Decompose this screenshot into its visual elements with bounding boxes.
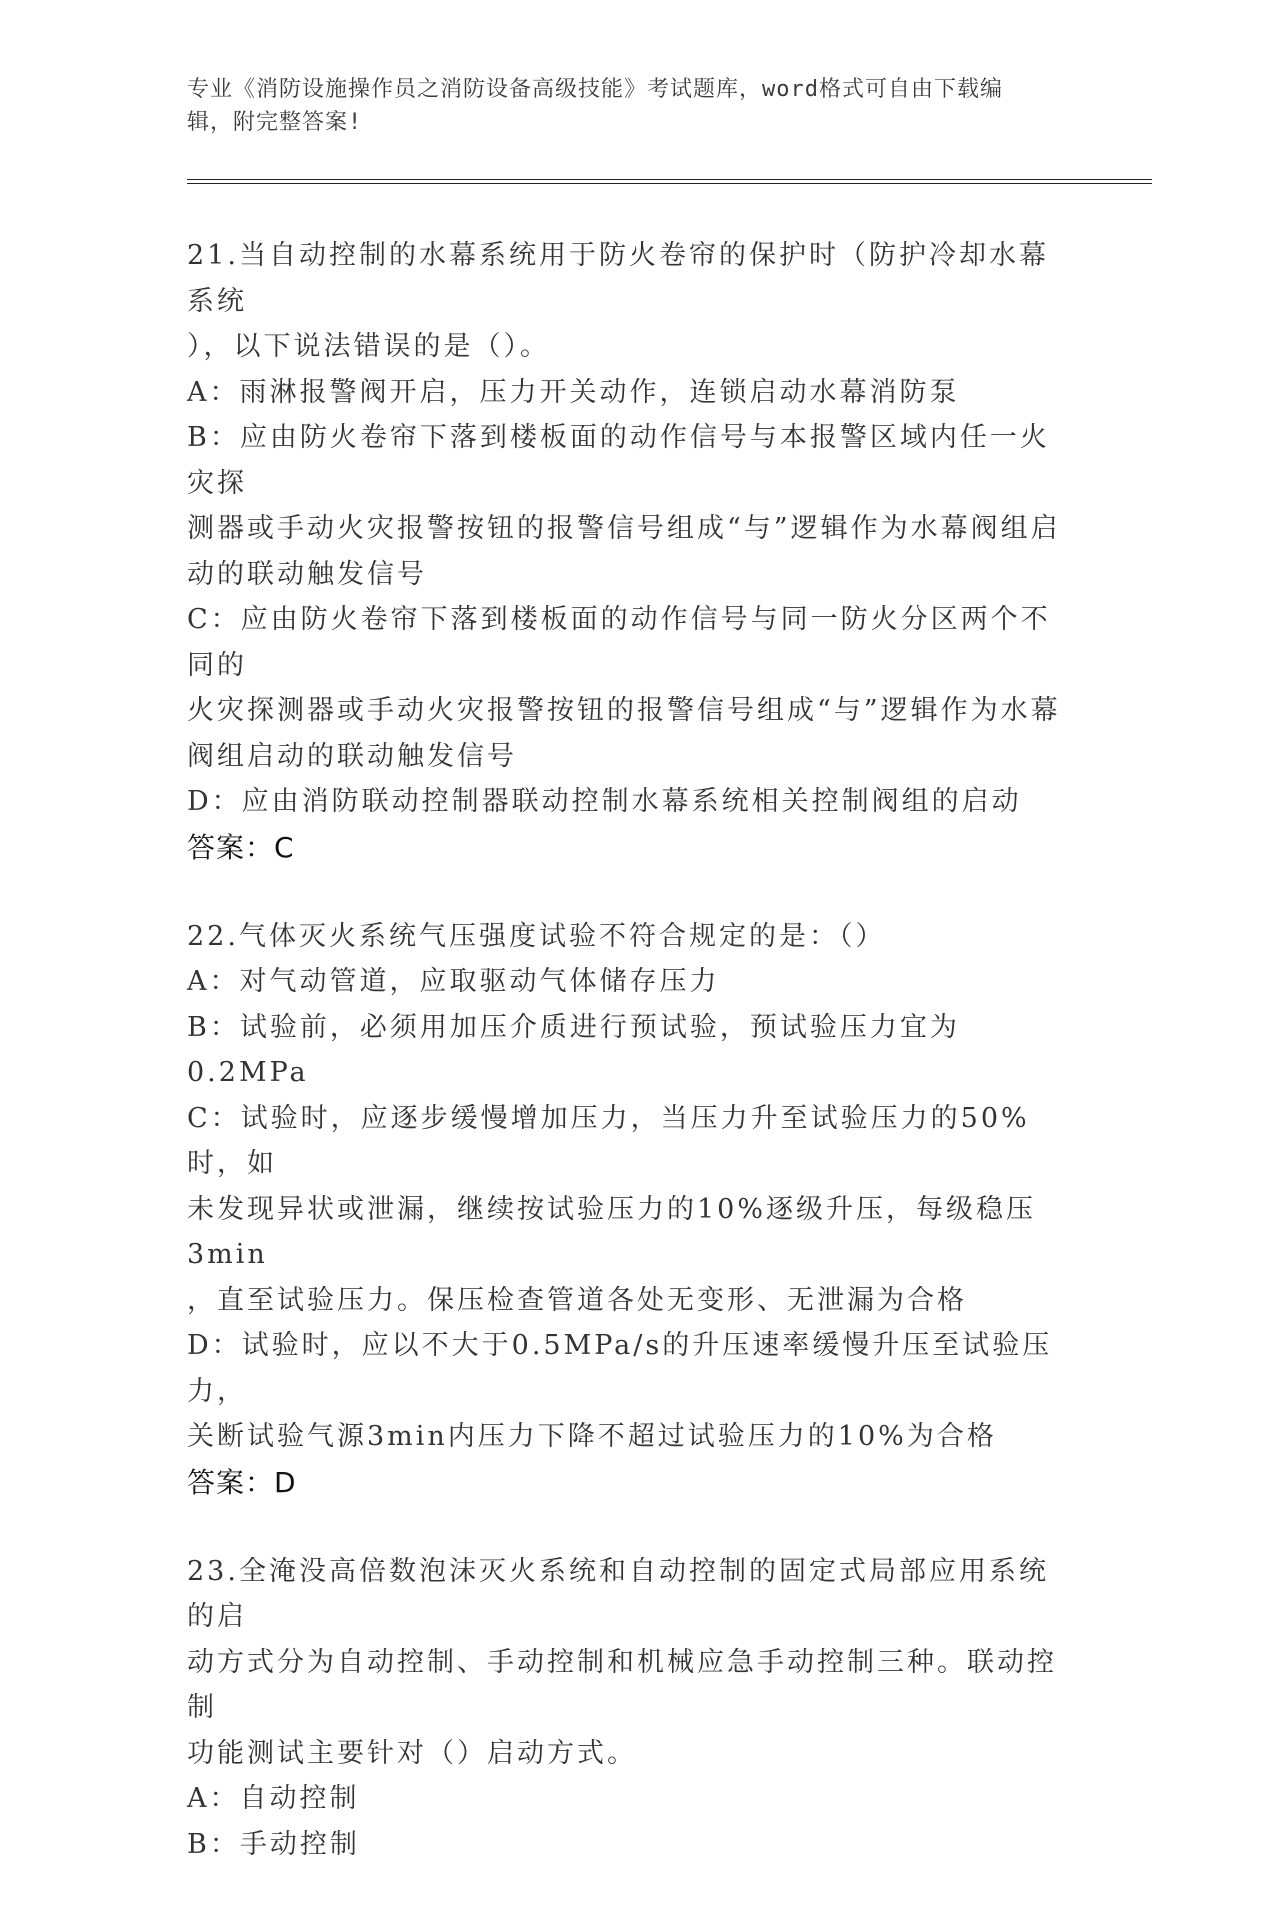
answer-key: 答案：C xyxy=(187,830,295,864)
answer-option-line: 阀组启动的联动触发信号 xyxy=(187,740,517,772)
answer-option xyxy=(187,1096,1077,1324)
header-line-1: 专业《消防设施操作员之消防设备高级技能》考试题库，word格式可自由下载编 xyxy=(187,77,1003,102)
answer-key: 答案：D xyxy=(187,1465,297,1499)
answer-option-line: A：雨淋报警阀开启，压力开关动作，连锁启动水幕消防泵 xyxy=(187,376,960,408)
answer-option-line: B：手动控制 xyxy=(187,1828,360,1860)
question-stem-line: 功能测试主要针对（）启动方式。 xyxy=(187,1737,637,1769)
answer-option xyxy=(187,1776,1077,1822)
question-21 xyxy=(187,233,1077,871)
header-divider-top xyxy=(187,179,1152,180)
header-line-2: 辑，附完整答案! xyxy=(187,110,363,135)
answer-option-line: B：应由防火卷帘下落到楼板面的动作信号与本报警区域内任一火灾探 xyxy=(187,422,1050,499)
answer-option-line: A：自动控制 xyxy=(187,1783,360,1814)
question-23 xyxy=(187,1549,1077,1868)
question-stem-line: 22.气体灭火系统气压强度试验不符合规定的是：（） xyxy=(187,920,886,952)
answer-option xyxy=(187,597,1077,779)
answer-option xyxy=(187,959,1077,1005)
answer-option-line: A：对气动管道，应取驱动气体储存压力 xyxy=(187,966,720,997)
answer-option-line: 未发现异状或泄漏，继续按试验压力的10%逐级升压，每级稳压3min xyxy=(187,1193,1037,1270)
answer-option xyxy=(187,1005,1077,1096)
answer-option xyxy=(187,415,1077,597)
answer-option-line: 测器或手动火灾报警按钮的报警信号组成“与”逻辑作为水幕阀组启 xyxy=(187,513,1061,544)
answer-option xyxy=(187,1822,1077,1868)
answer-option-line: D：应由消防联动控制器联动控制水幕系统相关控制阀组的启动 xyxy=(187,786,1022,817)
answer-option xyxy=(187,370,1077,416)
question-stem-line: 21.当自动控制的水幕系统用于防火卷帘的保护时（防护冷却水幕系统 xyxy=(187,240,1049,317)
answer-option-line: C：应由防火卷帘下落到楼板面的动作信号与同一防火分区两个不同的 xyxy=(187,604,1051,681)
answer-option-line: B：试验前，必须用加压介质进行预试验，预试验压力宜为0.2MPa xyxy=(187,1011,960,1088)
header-divider-bottom xyxy=(187,183,1152,184)
answer-option-line: 火灾探测器或手动火灾报警按钮的报警信号组成“与”逻辑作为水幕 xyxy=(187,695,1061,726)
answer-option-line: C：试验时，应逐步缓慢增加压力，当压力升至试验压力的50%时，如 xyxy=(187,1102,1030,1179)
answer-option-line: ，直至试验压力。保压检查管道各处无变形、无泄漏为合格 xyxy=(187,1284,967,1316)
question-stem-line: 23.全淹没高倍数泡沫灭火系统和自动控制的固定式局部应用系统的启 xyxy=(187,1555,1049,1632)
answer-option-line: D：试验时，应以不大于0.5MPa/s的升压速率缓慢升压至试验压力， xyxy=(187,1330,1053,1407)
question-stem-line: 动方式分为自动控制、手动控制和机械应急手动控制三种。联动控制 xyxy=(187,1646,1057,1723)
answer-option xyxy=(187,1323,1077,1460)
answer-option-line: 动的联动触发信号 xyxy=(187,558,427,590)
document-header xyxy=(187,73,1067,139)
answer-option xyxy=(187,779,1077,825)
question-22 xyxy=(187,914,1077,1506)
question-stem-line: ），以下说法错误的是（）。 xyxy=(187,331,550,362)
question-list xyxy=(187,233,1077,1910)
answer-option-line: 关断试验气源3min内压力下降不超过试验压力的10%为合格 xyxy=(187,1421,997,1452)
